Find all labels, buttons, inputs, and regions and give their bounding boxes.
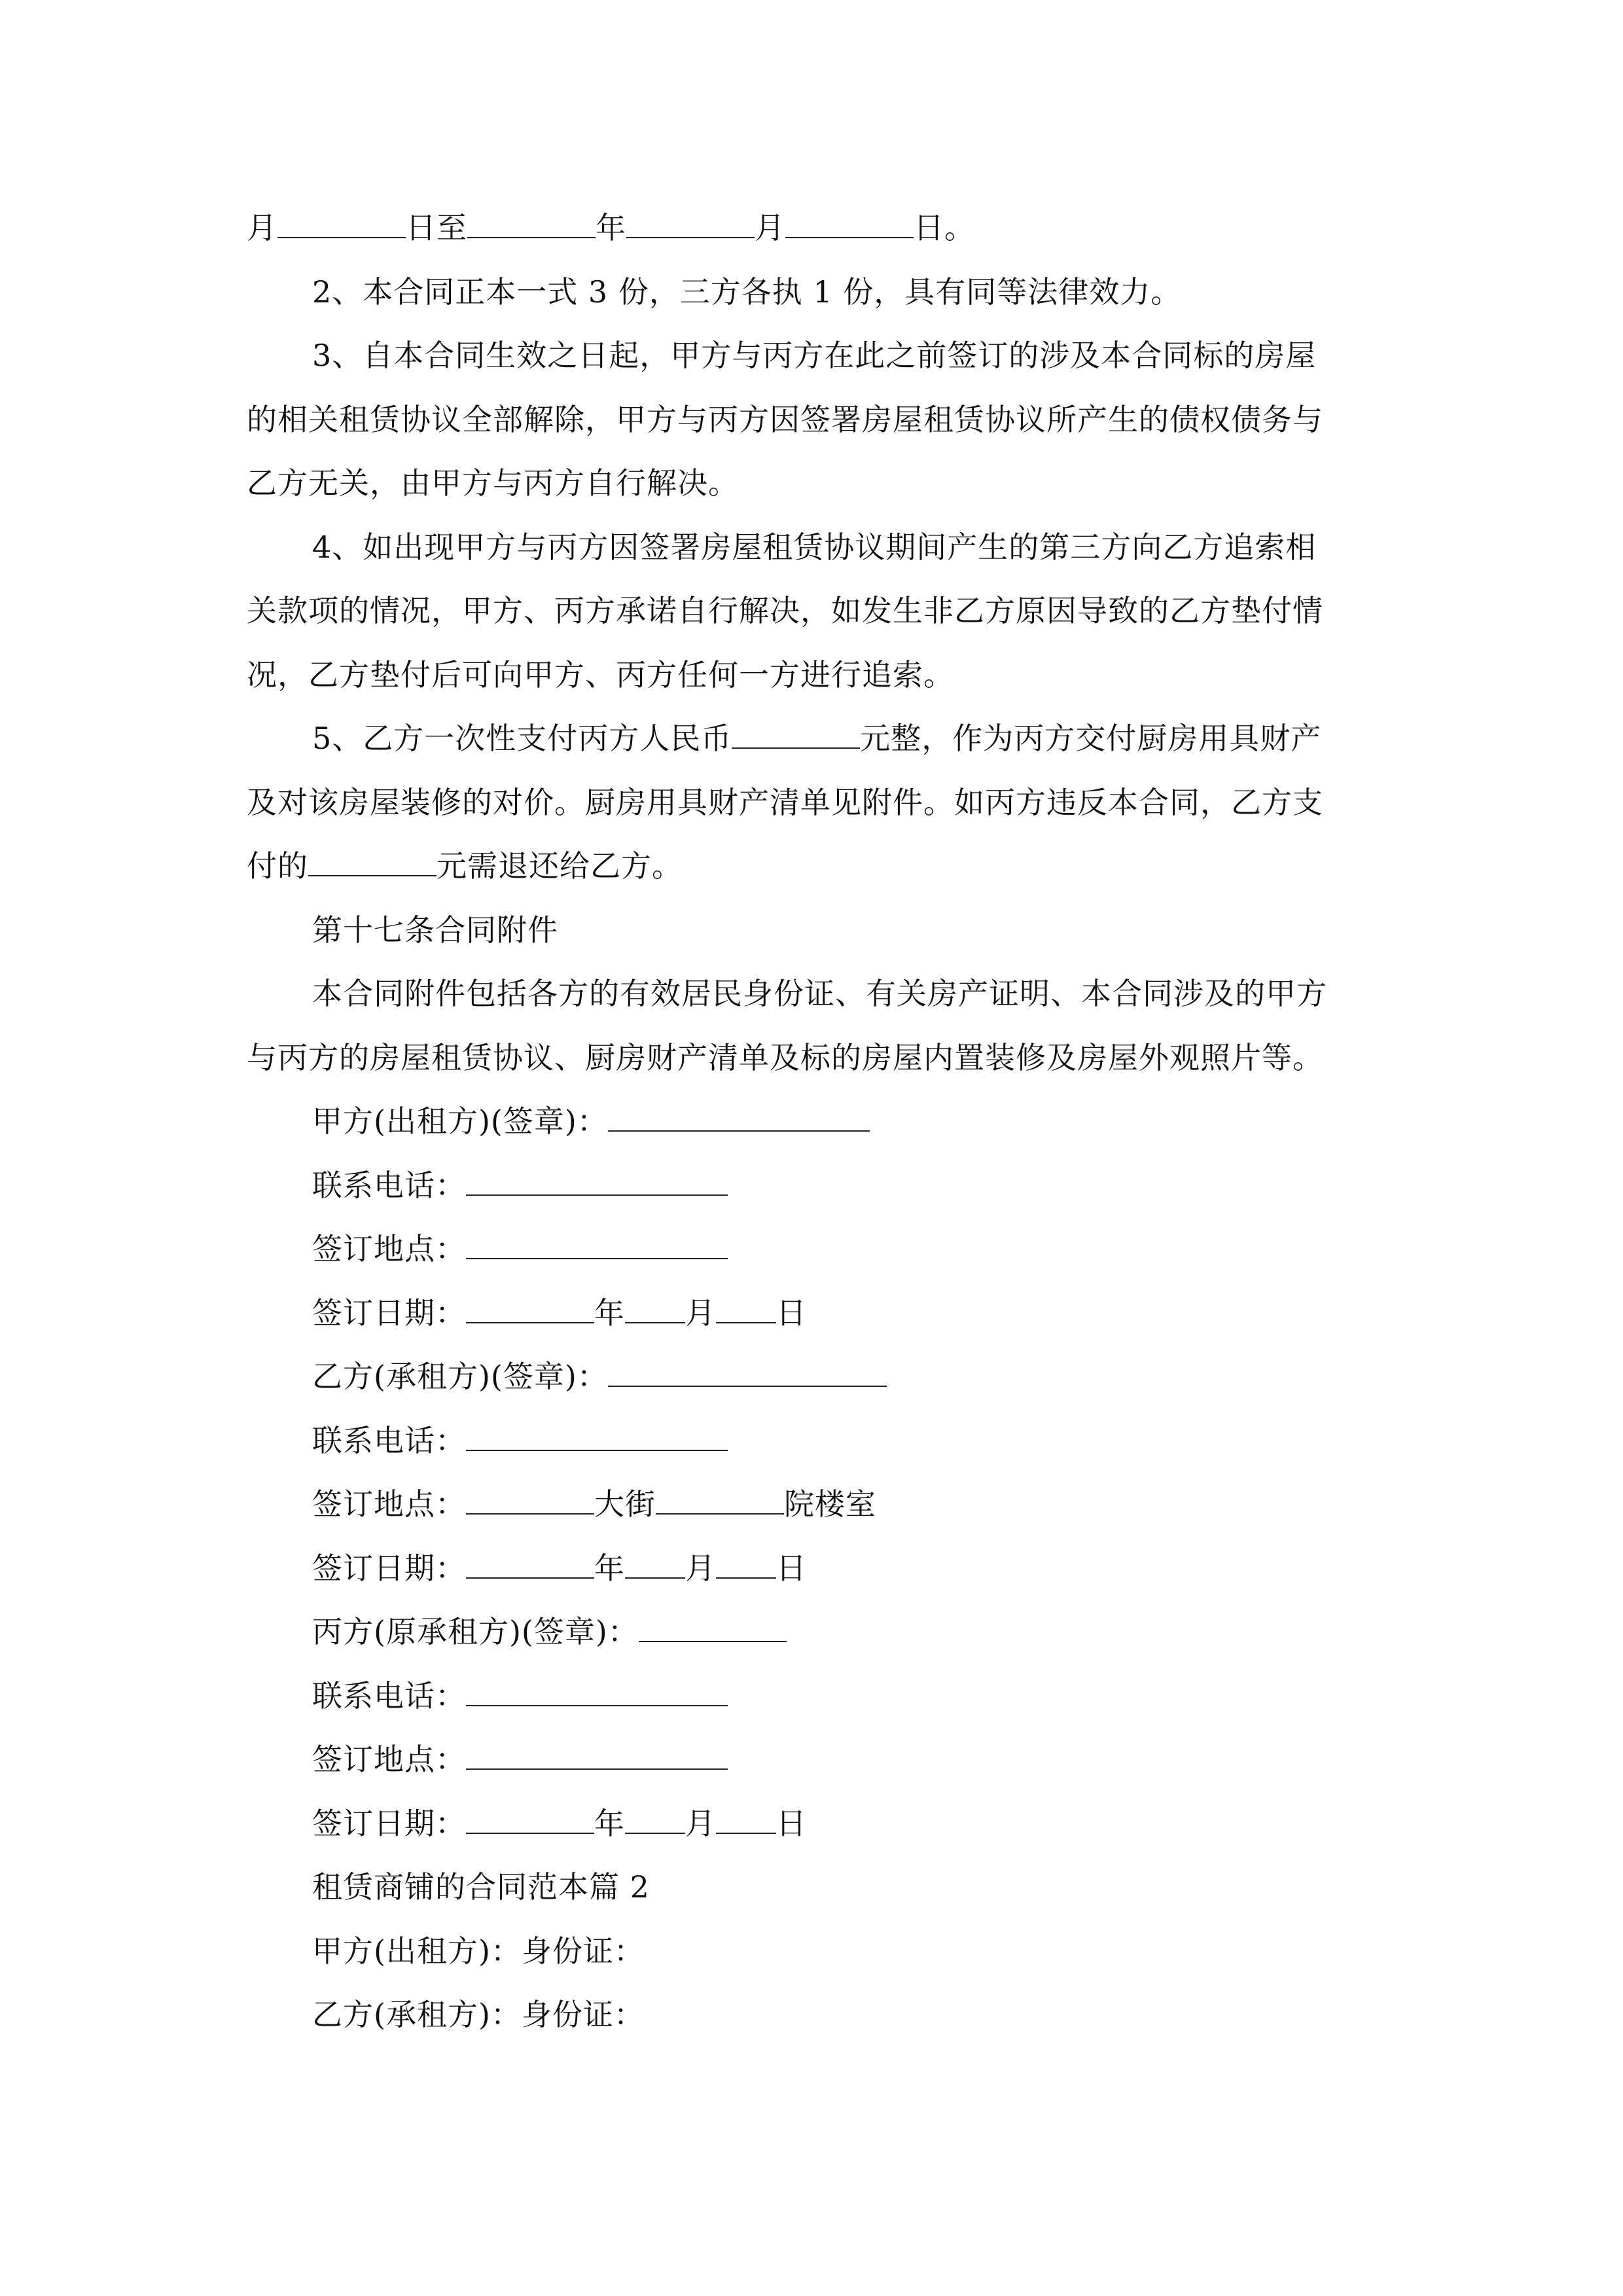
blank-field	[626, 211, 755, 238]
year-blank	[466, 1806, 594, 1834]
day-blank	[716, 1296, 776, 1323]
street-blank	[466, 1487, 594, 1515]
text-fragment: 月	[755, 210, 785, 245]
month-blank	[625, 1806, 685, 1834]
date-label: 签订日期：	[312, 1805, 466, 1841]
party-a-date	[247, 1282, 1385, 1346]
phone-blank	[466, 1679, 728, 1706]
day-label: 日	[776, 1805, 807, 1841]
signature-label: 丙方(原承租方)(签章)：	[312, 1614, 639, 1649]
clause-2: 2、本合同正本一式 3 份，三方各执 1 份，具有同等法律效力。	[312, 274, 1182, 310]
signature-label: 甲方(出租方)(签章)：	[312, 1103, 608, 1139]
yard-label: 院楼室	[784, 1486, 876, 1522]
text-fragment: 元整，作为丙方交付厨房用具财产	[860, 721, 1322, 756]
section-2-title: 租赁商铺的合同范本篇 2	[312, 1869, 650, 1905]
blank-field	[467, 211, 596, 238]
party-c-place	[247, 1728, 1385, 1792]
year-blank	[466, 1551, 594, 1579]
party-b-phone	[247, 1409, 1385, 1473]
signature-label: 乙方(承租方)(签章)：	[312, 1359, 608, 1394]
year-blank	[466, 1296, 594, 1323]
day-blank	[716, 1806, 776, 1834]
clause-3-line-2: 的相关租赁协议全部解除，甲方与丙方因签署房屋租赁协议所产生的债权债务与	[247, 401, 1323, 437]
text-fragment: 5、乙方一次性支付丙方人民币	[312, 721, 732, 756]
yard-blank	[656, 1487, 784, 1515]
month-label: 月	[685, 1550, 716, 1586]
month-blank	[625, 1296, 685, 1323]
section-2-party-a: 甲方(出租方)：身份证：	[312, 1933, 645, 1969]
blank-field	[308, 849, 437, 876]
clause-5-line-1	[247, 707, 1385, 771]
street-label: 大街	[594, 1486, 656, 1522]
document-page	[247, 196, 1385, 2047]
day-label: 日	[776, 1550, 807, 1586]
phone-blank	[466, 1168, 728, 1196]
text-fragment: 日至	[406, 210, 467, 245]
date-label: 签订日期：	[312, 1295, 466, 1331]
year-label: 年	[594, 1805, 625, 1841]
phone-blank	[466, 1424, 728, 1451]
place-blank	[466, 1742, 728, 1770]
party-b-date	[247, 1537, 1385, 1601]
signature-blank	[608, 1104, 870, 1132]
date-label: 签订日期：	[312, 1550, 466, 1586]
signature-blank	[608, 1359, 887, 1387]
signature-blank	[639, 1615, 787, 1642]
clause-5-line-3	[247, 834, 1385, 899]
blank-field	[785, 211, 914, 238]
clause-4-line-1: 4、如出现甲方与丙方因签署房屋租赁协议期间产生的第三方向乙方追索相	[312, 529, 1317, 565]
article-17-line-1: 本合同附件包括各方的有效居民身份证、有关房产证明、本合同涉及的甲方	[312, 976, 1327, 1011]
party-a-place	[247, 1217, 1385, 1282]
party-b-signature	[247, 1345, 1385, 1409]
party-a-phone	[247, 1154, 1385, 1218]
phone-label: 联系电话：	[312, 1422, 466, 1458]
clause-4-line-2: 关款项的情况，甲方、丙方承诺自行解决，如发生非乙方原因导致的乙方垫付情	[247, 593, 1323, 628]
month-label: 月	[685, 1295, 716, 1331]
clause-3-line-1: 3、自本合同生效之日起，甲方与丙方在此之前签订的涉及本合同标的房屋	[312, 338, 1317, 373]
party-a-signature	[247, 1090, 1385, 1154]
text-fragment: 年	[596, 210, 626, 245]
text-fragment: 元需退还给乙方。	[437, 848, 683, 884]
year-label: 年	[594, 1550, 625, 1586]
day-label: 日	[776, 1295, 807, 1331]
day-blank	[716, 1551, 776, 1579]
article-17-title: 第十七条合同附件	[312, 912, 558, 948]
place-blank	[466, 1232, 728, 1259]
place-label: 签订地点：	[312, 1742, 466, 1777]
place-label: 签订地点：	[312, 1231, 466, 1266]
section-2-party-b: 乙方(承租方)：身份证：	[312, 1997, 645, 2032]
term-line	[247, 196, 1385, 260]
text-fragment: 日。	[914, 210, 975, 245]
party-c-date	[247, 1792, 1385, 1856]
month-blank	[625, 1551, 685, 1579]
party-c-signature	[247, 1600, 1385, 1664]
year-label: 年	[594, 1295, 625, 1331]
blank-field	[277, 211, 406, 238]
phone-label: 联系电话：	[312, 1677, 466, 1713]
article-17-line-2: 与丙方的房屋租赁协议、厨房财产清单及标的房屋内置装修及房屋外观照片等。	[247, 1039, 1323, 1075]
clause-4-line-3: 况，乙方垫付后可向甲方、丙方任何一方进行追索。	[247, 656, 954, 692]
clause-5-line-2: 及对该房屋装修的对价。厨房用具财产清单见附件。如丙方违反本合同，乙方支	[247, 784, 1323, 820]
blank-field	[732, 721, 860, 749]
clause-3-line-3: 乙方无关，由甲方与丙方自行解决。	[247, 465, 739, 501]
text-fragment: 付的	[247, 848, 308, 884]
party-b-place	[247, 1473, 1385, 1537]
text-fragment: 月	[247, 210, 277, 245]
phone-label: 联系电话：	[312, 1167, 466, 1203]
month-label: 月	[685, 1805, 716, 1841]
party-c-phone	[247, 1664, 1385, 1729]
place-label: 签订地点：	[312, 1486, 466, 1522]
